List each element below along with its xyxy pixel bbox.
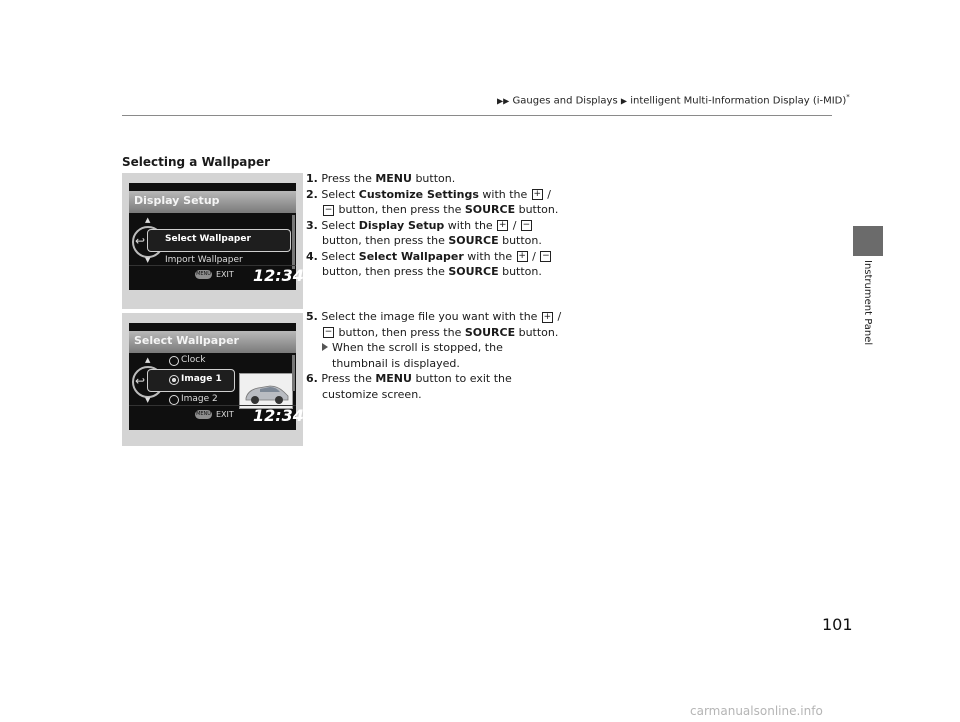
step-1: 1. Press the MENU button. (306, 172, 456, 185)
down-arrow-icon: ▼ (145, 396, 151, 404)
plus-key-icon: + (498, 220, 507, 230)
option-image-2: Image 2 (181, 394, 218, 404)
step-5: 5. Select the image file you want with the + / (306, 310, 562, 323)
menu-item-select-wallpaper: Select Wallpaper (165, 234, 251, 244)
display-setup-screen (129, 183, 304, 290)
steps-group-1 (306, 171, 558, 280)
menu-item-import-wallpaper: Import Wallpaper (165, 255, 243, 265)
step-4-cont: button, then press the SOURCE button. (322, 265, 542, 278)
car-thumbnail-icon (240, 374, 292, 408)
screen-title: Select Wallpaper (134, 334, 239, 347)
chapter-label: Instrument Panel (862, 260, 873, 346)
minus-key-icon: − (542, 251, 550, 261)
minus-key-icon: − (522, 220, 531, 230)
exit-label: EXIT (216, 410, 234, 419)
header-divider (122, 115, 832, 116)
radio-selected-icon (169, 375, 179, 385)
note-line-2: thumbnail is displayed. (332, 356, 460, 370)
back-icon: ↩ (135, 374, 146, 388)
step-2-cont: − button, then press the SOURCE button. (324, 203, 559, 216)
scrollbar (292, 215, 295, 269)
screen-title: Display Setup (134, 194, 220, 207)
screen-footer (129, 405, 304, 426)
option-clock: Clock (181, 355, 206, 365)
step-6-cont: customize screen. (322, 387, 422, 401)
up-arrow-icon: ▲ (145, 356, 151, 364)
screen-footer (129, 265, 304, 286)
step-6: 6. Press the MENU button to exit the (306, 372, 512, 385)
exit-label: EXIT (216, 270, 234, 279)
minus-key-icon: − (324, 327, 333, 337)
step-4: 4. Select Select Wallpaper with the + / − (306, 249, 550, 263)
select-wallpaper-screen (129, 323, 304, 430)
menu-button-icon: MENU (196, 411, 211, 417)
section-title: Selecting a Wallpaper (122, 155, 271, 169)
plus-key-icon: + (543, 311, 552, 322)
double-arrow-icon: ▶▶ (497, 96, 510, 106)
breadcrumb-section[interactable]: Gauges and Displays (512, 95, 618, 107)
steps-group-2 (306, 309, 561, 402)
menu-button-icon: MENU (196, 271, 211, 277)
chapter-tab[interactable] (853, 226, 883, 256)
step-2: 2. Select Customize Settings with the + / (306, 187, 551, 201)
plus-key-icon: + (533, 189, 542, 199)
screen-header (129, 331, 296, 353)
scrollbar (292, 355, 295, 391)
up-arrow-icon: ▲ (145, 216, 151, 224)
option-image-1: Image 1 (181, 374, 222, 384)
wallpaper-thumbnail (239, 373, 293, 409)
step-3-cont: button, then press the SOURCE button. (322, 234, 542, 247)
clock-display: 12:34 (253, 406, 304, 425)
breadcrumb-topic[interactable]: intelligent Multi-Information Display (i-MID) (630, 95, 847, 107)
clock-display: 12:34 (253, 266, 304, 285)
radio-icon (169, 395, 179, 405)
back-icon: ↩ (135, 234, 146, 248)
asterisk: * (846, 93, 850, 101)
arrow-icon: ▶ (620, 96, 628, 106)
down-arrow-icon: ▼ (145, 256, 151, 264)
page-number: 101 (822, 615, 853, 634)
screen-header (129, 191, 296, 213)
step-5-cont: − button, then press the SOURCE button. (324, 325, 559, 339)
note-line-1: When the scroll is stopped, the (306, 340, 561, 356)
display-setup-photo (122, 173, 303, 309)
step-3: 3. Select Display Setup with the + / − (306, 218, 531, 232)
plus-key-icon: + (518, 251, 526, 261)
note-arrow-icon (322, 343, 328, 351)
minus-key-icon: − (324, 204, 333, 215)
select-wallpaper-photo (122, 313, 303, 446)
radio-icon (169, 356, 179, 366)
breadcrumb (497, 93, 850, 106)
watermark: carmanualsonline.info (690, 704, 823, 718)
